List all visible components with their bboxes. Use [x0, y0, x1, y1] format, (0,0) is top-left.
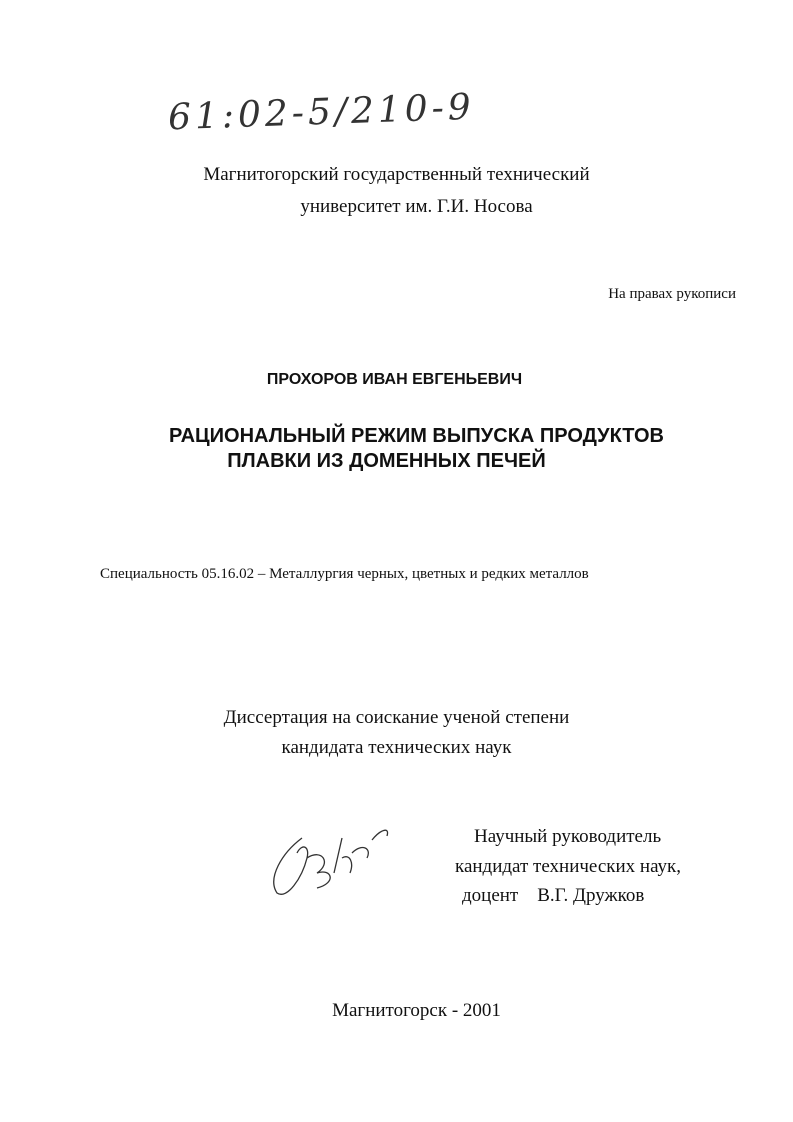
degree-line-1: Диссертация на соискание ученой степени	[223, 707, 570, 728]
signature	[262, 818, 397, 903]
specialty: Специальность 05.16.02 – Металлургия черных, цветных и редких металлов	[100, 566, 589, 582]
manuscript-note: На правах рукописи	[608, 286, 736, 302]
author-name: ПРОХОРОВ ИВАН ЕВГЕНЬЕВИЧ	[266, 371, 523, 388]
institution-line-2: университет им. Г.И. Носова	[300, 196, 533, 217]
supervisor-line-2: кандидат технических наук,	[455, 856, 682, 877]
title-line-2: ПЛАВКИ ИЗ ДОМЕННЫХ ПЕЧЕЙ	[227, 450, 546, 472]
supervisor-line-3: доцент В.Г. Дружков	[462, 885, 645, 906]
footer-city-year: Магнитогорск - 2001	[332, 1000, 501, 1021]
supervisor-line-1: Научный руководитель	[474, 826, 662, 847]
title-line-1: РАЦИОНАЛЬНЫЙ РЕЖИМ ВЫПУСКА ПРОДУКТОВ	[169, 425, 664, 447]
institution-line-1: Магнитогорский государственный технический	[203, 164, 590, 185]
handwritten-archive-code: 61:02-5/210-9	[167, 86, 476, 139]
degree-line-2: кандидата технических наук	[281, 737, 512, 758]
